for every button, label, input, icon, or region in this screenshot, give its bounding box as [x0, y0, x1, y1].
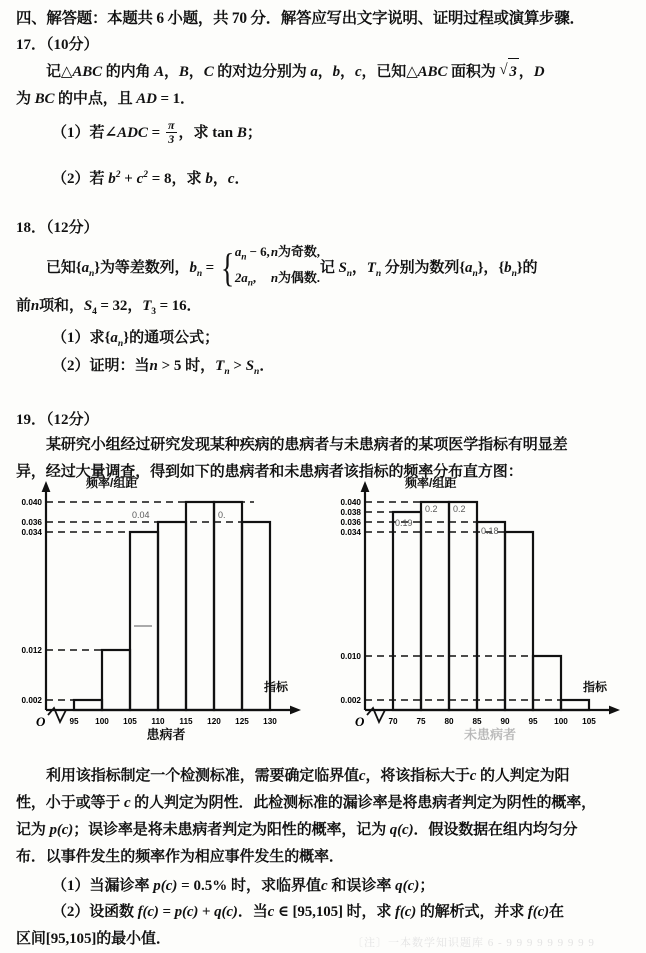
q18-pw2-sub: n [247, 278, 253, 289]
q17-angle-A: A [154, 64, 164, 80]
right-bar-85-90 [477, 522, 505, 710]
right-bar-75-80 [421, 502, 449, 710]
fraction-pi-over-3 [166, 119, 177, 145]
left-xtick-120: 120 [207, 717, 221, 726]
q17-p2-v4: c [227, 171, 235, 187]
q19-p2-mid: ．当 [237, 904, 268, 920]
q18-l2d: = 16． [155, 298, 202, 314]
sqrt-icon [499, 58, 518, 86]
left-bar-120-125 [214, 502, 242, 710]
right-xtick-90: 90 [500, 717, 510, 726]
left-pencil-note-2: 0. [218, 510, 226, 520]
q18-seq-b2-sub: n [511, 269, 517, 280]
q18-l2-T-sub: 3 [151, 307, 156, 317]
question-18-stem-line2 [16, 293, 634, 326]
left-brace-icon: { [220, 245, 235, 290]
q19-b1c: 的人判定为阳 [476, 768, 570, 784]
left-y-axis-title: 频率/组距 [86, 476, 138, 490]
q19-c3: c [123, 795, 131, 811]
q19-p2-qc: q(c) [214, 904, 238, 920]
q19-c1: c [358, 768, 366, 784]
q17-segment-AD: AD [136, 91, 157, 107]
q17-p2-label: （2）若 [52, 171, 109, 187]
q18-S: S [338, 260, 347, 277]
q17-triangle-abc: ABC [72, 64, 103, 80]
q17-p2-v2: c [136, 171, 144, 187]
left-ytick-0040: 0.040 [21, 498, 42, 507]
left-bar-95-100 [74, 700, 102, 710]
q18-pw2-rhs-v: n [270, 269, 279, 285]
q18-l2-S-sub: 4 [92, 307, 97, 317]
q18-p2-label: （2）证明：当 [52, 358, 150, 374]
chart-left-svg [6, 478, 318, 736]
q18-pw1-rhs-v: n [270, 244, 279, 259]
left-xtick-105: 105 [123, 717, 137, 726]
q18-p1-v-sub: n [117, 339, 124, 349]
q18-p2-T: T [215, 358, 225, 374]
right-ytick-0038: 0.038 [340, 508, 361, 517]
right-bar-95-100 [533, 656, 561, 710]
right-ytick-0036: 0.036 [340, 518, 361, 527]
q19-b4: 布．以事件发生的频率作为相应事件发生的概率． [16, 849, 344, 865]
q19-qc: q(c) [389, 822, 414, 838]
right-pencil-note-4: 0.18 [481, 526, 499, 536]
right-origin-label: O [355, 714, 365, 729]
q18-p2-tail: ． [259, 358, 275, 374]
q17-p1-angle: ADC [117, 125, 148, 141]
right-xtick-75: 75 [416, 717, 426, 726]
right-bar-100-105 [561, 700, 589, 710]
piecewise-rows [235, 242, 320, 293]
question-18-part-2 [16, 353, 646, 385]
q17-stem-l2b: 的中点，且 [54, 91, 137, 107]
q17-p1-tail-b: ； [246, 125, 262, 141]
q18-p2-T-sub: n [224, 367, 230, 377]
left-ytick-0012: 0.012 [21, 646, 42, 655]
q17-angle-C: C [203, 64, 214, 80]
q17-p2-v1: b [108, 171, 116, 187]
q18-pw1-rest: − 6, [246, 244, 270, 259]
right-bar-90-95 [505, 532, 533, 710]
q17-p1-label: （1）若∠ [52, 125, 118, 141]
q18-p1-v: a [110, 330, 118, 346]
q18-p2-v: n [149, 358, 158, 374]
q18-stem-eq: = [202, 260, 218, 277]
q18-seq-a: a [81, 260, 90, 277]
question-17-part-2 [16, 162, 646, 192]
q17-stem-f: ， [518, 64, 534, 80]
left-bar-100-105 [102, 650, 130, 710]
q18-l2-T: T [142, 298, 152, 314]
q18-stem-d: ， [351, 260, 367, 277]
section-heading: 四、解答题：本题共 6 小题，共 70 分．解答应写出文字说明、证明过程或演算步骤． [16, 10, 585, 27]
q17-sqrt-value: 3 [508, 58, 518, 86]
q18-S-sub: n [346, 269, 352, 280]
q17-p1-tail-a: ，求 tan [178, 125, 237, 141]
right-x-arrow-icon [609, 706, 620, 715]
left-pencil-note: 0.04 [132, 510, 150, 520]
q17-sep-1: ， [163, 64, 179, 80]
left-origin-label: O [36, 714, 46, 729]
q18-seq-a2-sub: n [472, 269, 478, 280]
q18-p1-label: （1）求{ [52, 330, 111, 346]
q18-l2c: = 32， [96, 298, 143, 314]
question-17-stem: 记△ABC 的内角 A，B，C 的对边分别为 a，b，c，已知△ABC 面积为 √ 3 ，D 为 BC 的中点，且 AD = 1． [16, 58, 630, 113]
q17-stem-l2a: 为 [16, 91, 35, 107]
q17-angle-B: B [178, 64, 189, 80]
left-x-axis-title: 指标 [264, 680, 289, 694]
q17-stem-l2c: = 1． [156, 91, 195, 107]
q18-stem-b: }为等差数列， [94, 260, 190, 277]
chart-right-healthy [325, 476, 641, 742]
q19-stem-l1: 某研究小组经过研究发现某种疾病的患病者与未患病者的某项医学指标有明显差 [46, 437, 568, 453]
left-bar-115-120 [186, 502, 214, 710]
q17-triangle-abc-2: ABC [417, 64, 448, 80]
chart-left-diseased [6, 476, 318, 742]
q19-p2-label: （2）设函数 [52, 904, 138, 920]
right-ytick-0040: 0.040 [340, 498, 361, 507]
right-bar-70-75 [393, 512, 421, 710]
q19-b2b: 的人判定为阴性．此检测标准的漏诊率是将患病者判定为阴性的概率， [130, 795, 597, 811]
right-xtick-105: 105 [582, 717, 596, 726]
q19-b2a: 性，小于或等于 [16, 795, 124, 811]
left-ytick-0036: 0.036 [21, 518, 42, 527]
q17-p2-p1: 2 [115, 170, 121, 180]
right-xtick-85: 85 [472, 717, 482, 726]
q19-stem-l2: 异，经过大量调查，得到如下的患病者和未患病者该指标的频率分布直方图： [16, 464, 523, 480]
left-xtick-110: 110 [151, 717, 165, 726]
right-y-axis-title: 频率/组距 [405, 476, 457, 490]
right-ytick-0002: 0.002 [340, 696, 361, 705]
chart-right-svg [325, 478, 641, 736]
q17-p1-frac-num: π [167, 118, 175, 133]
q17-stem-e: 面积为 [447, 64, 500, 80]
q19-p1-pc: p(c) [153, 878, 178, 894]
question-18-number: 18．（12分） [16, 220, 99, 236]
q19-b1: 利用该指标制定一个检测标准，需要确定临界值 [46, 768, 359, 784]
q19-b1b: ，将该指标大于 [365, 768, 470, 784]
right-pencil-note-3: 0.2 [453, 504, 466, 514]
q17-stem-a: 记△ [46, 64, 73, 80]
q18-p2-S: S [245, 358, 255, 374]
piecewise-row-1 [234, 244, 320, 263]
q18-p1-tail: }的通项公式； [123, 330, 220, 346]
left-xtick-95: 95 [69, 717, 79, 726]
q19-p2-plus: + [198, 904, 215, 920]
question-17-number: 17．（10分） [16, 37, 99, 53]
q17-p1-tail-var: B [236, 125, 247, 141]
q19-p1-label: （1）当漏诊率 [52, 878, 154, 894]
q18-stem-g: }的 [516, 260, 538, 277]
q17-p1-eq: = [147, 125, 164, 141]
q18-l2-n: n [30, 298, 40, 314]
q19-p2-pc: p(c) [174, 904, 199, 920]
q17-p2-v3: b [205, 171, 213, 187]
q18-T-sub: n [375, 269, 382, 280]
left-xtick-115: 115 [179, 717, 193, 726]
q18-seq-a-sub: n [89, 269, 95, 280]
q19-p2-mid2: 的解析式，并求 [416, 904, 528, 920]
left-y-arrow-icon [42, 481, 51, 492]
left-bars [74, 502, 270, 710]
q19-p1-tail: ； [419, 878, 435, 894]
q18-pw2-lhs: 2a [234, 269, 248, 285]
q18-l2b: 项和， [39, 298, 84, 314]
left-bar-105-110 [130, 532, 158, 710]
page-watermark: 〔注〕一本数学知识题库 6 - 9 9 9 9 9 9 9 9 9 [352, 937, 595, 949]
left-ytick-0002: 0.002 [21, 696, 42, 705]
q17-p1-frac-den: 3 [168, 132, 175, 147]
q19-p2-c: c [267, 904, 275, 920]
q18-pw2-rhs-rest: 为偶数. [278, 269, 320, 285]
q19-b3a: 记为 [16, 822, 50, 838]
q17-stem-d: ，已知△ [361, 64, 418, 80]
q17-stem-c: 的对边分别为 [213, 64, 311, 80]
q18-stem-f: }，{ [477, 260, 505, 277]
left-xtick-100: 100 [95, 717, 109, 726]
q19-p2-interval: ∈ [95,105] 时，求 [274, 904, 395, 920]
right-xtick-70: 70 [388, 717, 398, 726]
left-chart-caption: 患病者 [146, 727, 186, 742]
q19-c2: c [469, 768, 477, 784]
q18-l2a: 前 [16, 298, 31, 314]
q17-p2-p2: 2 [143, 170, 148, 180]
question-19-number: 19．（12分） [16, 412, 99, 428]
q18-p2-mid: > 5 时， [157, 358, 216, 374]
question-19-body [16, 763, 634, 871]
q19-p1-c: c [320, 878, 328, 894]
piecewise-row-2 [234, 269, 320, 289]
q18-p2-S-sub: n [254, 367, 260, 377]
q19-p1-mid: = 0.5% 时，求临界值 [177, 878, 321, 894]
q19-p1-mid2: 和误诊率 [327, 878, 396, 894]
right-ytick-0010: 0.010 [340, 652, 361, 661]
q17-p2-eq: = 8，求 [148, 171, 206, 187]
right-y-arrow-icon [361, 481, 370, 492]
q17-side-a: a [310, 64, 318, 80]
q19-p2-f2: f(c) [394, 904, 417, 920]
q18-pw2-rest: , [252, 269, 257, 285]
q18-p2-gt: > [229, 358, 246, 374]
right-x-axis-title: 指标 [583, 680, 608, 694]
left-bar-110-115 [158, 522, 186, 710]
q18-pw1-sub: n [241, 252, 247, 263]
q18-seq-a2: a [465, 260, 473, 277]
q17-p2-comma: ， [212, 171, 228, 187]
q18-stem-a: 已知{ [46, 260, 82, 277]
q18-seq-b2: b [504, 260, 512, 277]
q17-sep-2: ， [188, 64, 204, 80]
q18-seq-b: b [189, 260, 197, 277]
q17-side-b: b [332, 64, 341, 80]
piecewise-definition [218, 242, 320, 293]
left-xtick-125: 125 [235, 717, 249, 726]
q18-seq-b-sub: n [196, 269, 203, 280]
q19-p2-line2: 区间[95,105]的最小值． [16, 931, 171, 947]
right-pencil-note-1: 0.19 [395, 518, 413, 528]
left-xtick-130: 130 [263, 717, 277, 726]
left-x-arrow-icon [290, 706, 301, 715]
q17-stem-b: 的内角 [102, 64, 155, 80]
q18-stem-e: 分别为数列{ [381, 260, 466, 277]
q19-p2-eq: = [158, 904, 175, 920]
q19-p2-f: f(c) [137, 904, 159, 920]
question-18-stem [16, 243, 634, 294]
right-xtick-100: 100 [554, 717, 568, 726]
q18-pw1-rhs-rest: 为奇数, [278, 244, 320, 259]
q17-point-D: D [533, 64, 545, 80]
question-17-part-1 [16, 120, 646, 147]
q17-side-c: c [354, 64, 362, 80]
left-ytick-0034: 0.034 [21, 528, 42, 537]
q18-l2-S: S [83, 298, 93, 314]
right-bar-80-85 [449, 502, 477, 710]
right-chart-caption: 未患病者 [463, 727, 516, 742]
q19-b3b: ；误诊率是将未患病者判定为阳性的概率，记为 [73, 822, 390, 838]
right-pencil-note-2: 0.2 [425, 504, 438, 514]
q18-T: T [366, 260, 376, 277]
right-xtick-95: 95 [528, 717, 538, 726]
q19-pc: p(c) [49, 822, 74, 838]
q18-stem-c: 记 [319, 260, 339, 277]
q18-pw1-v: a [234, 244, 242, 259]
question-19-part-1 [16, 873, 646, 899]
q19-p2-f3: f(c) [527, 904, 550, 920]
q17-p2-plus: + [120, 171, 137, 187]
q17-p2-period: ． [234, 171, 250, 187]
q19-p1-qc: q(c) [395, 878, 420, 894]
q17-segment-BC: BC [34, 91, 55, 107]
right-xtick-80: 80 [444, 717, 454, 726]
q19-p2-tail: 在 [549, 904, 564, 920]
right-ytick-0034: 0.034 [340, 528, 361, 537]
q19-b3c: ．假设数据在组内均匀分 [413, 822, 578, 838]
